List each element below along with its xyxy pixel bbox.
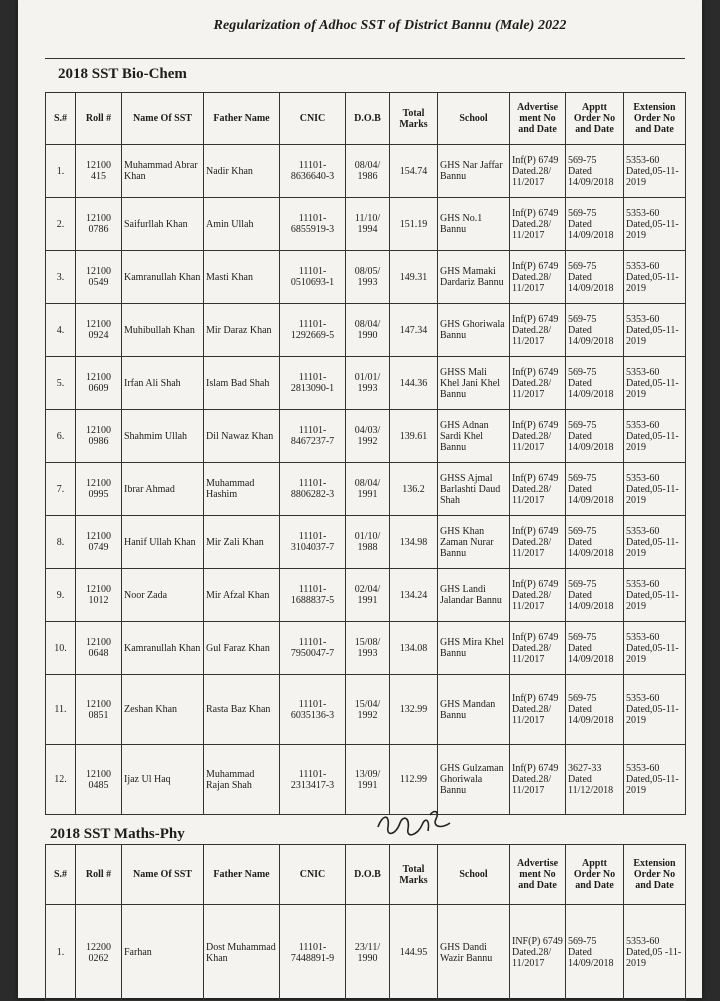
- cell-marks: 151.19: [390, 198, 438, 251]
- cell-father: Dil Nawaz Khan: [204, 410, 280, 463]
- cell-advertise: Inf(P) 6749 Dated.28/ 11/2017: [510, 463, 566, 516]
- cell-cnic: 11101-1292669-5: [280, 304, 346, 357]
- cell-marks: 134.98: [390, 516, 438, 569]
- cell-sno: 6.: [46, 410, 76, 463]
- cell-name: Ibrar Ahmad: [122, 463, 204, 516]
- cell-school: GHSS Mali Khel Jani Khel Bannu: [438, 357, 510, 410]
- cell-appt: 569-75 Dated 14/09/2018: [566, 357, 624, 410]
- table-row: [46, 145, 686, 198]
- cell-marks: 149.31: [390, 251, 438, 304]
- cell-roll: 12100 0786: [76, 198, 122, 251]
- cell-extension: 5353-60 Dated,05-11-2019: [624, 145, 686, 198]
- cell-name: Hanif Ullah Khan: [122, 516, 204, 569]
- cell-roll: 12100 0485: [76, 745, 122, 815]
- cell-school: GHS Nar Jaffar Bannu: [438, 145, 510, 198]
- cell-father: Masti Khan: [204, 251, 280, 304]
- cell-father: Rasta Baz Khan: [204, 675, 280, 745]
- table-header-row: [46, 93, 686, 145]
- cell-dob: 08/04/ 1991: [346, 463, 390, 516]
- cell-cnic: 11101-3104037-7: [280, 516, 346, 569]
- cell-advertise: Inf(P) 6749 Dated.28/ 11/2017: [510, 745, 566, 815]
- cell-name: Noor Zada: [122, 569, 204, 622]
- cell-dob: 01/01/ 1993: [346, 357, 390, 410]
- cell-cnic: 11101-8806282-3: [280, 463, 346, 516]
- cell-extension: 5353-60 Dated,05-11-2019: [624, 745, 686, 815]
- table-row: [46, 251, 686, 304]
- table-row: [46, 675, 686, 745]
- cell-school: GHS Mira Khel Bannu: [438, 622, 510, 675]
- cell-appt: 569-75 Dated 14/09/2018: [566, 905, 624, 1001]
- header-dob: D.O.B: [346, 93, 390, 145]
- table-row: [46, 569, 686, 622]
- header-extension: Extension Order No and Date: [624, 845, 686, 905]
- header-dob: D.O.B: [346, 845, 390, 905]
- cell-advertise: Inf(P) 6749 Dated.28/ 11/2017: [510, 198, 566, 251]
- section-title-maths-phy: 2018 SST Maths-Phy: [50, 826, 185, 842]
- header-school: School: [438, 93, 510, 145]
- header-father: Father Name: [204, 93, 280, 145]
- cell-advertise: Inf(P) 6749 Dated.28/ 11/2017: [510, 675, 566, 745]
- document-title: Regularization of Adhoc SST of District Bannu (Male) 2022: [213, 18, 567, 33]
- cell-roll: 12200 0262: [76, 905, 122, 1001]
- cell-extension: 5353-60 Dated,05-11-2019: [624, 251, 686, 304]
- cell-sno: 3.: [46, 251, 76, 304]
- cell-marks: 144.95: [390, 905, 438, 1001]
- cell-dob: 13/09/ 1991: [346, 745, 390, 815]
- cell-cnic: 11101-2813090-1: [280, 357, 346, 410]
- cell-roll: 12100 0749: [76, 516, 122, 569]
- cell-extension: 5353-60 Dated,05-11-2019: [624, 516, 686, 569]
- cell-marks: 136.2: [390, 463, 438, 516]
- cell-marks: 134.08: [390, 622, 438, 675]
- header-roll: Roll #: [76, 845, 122, 905]
- cell-roll: 12100 0549: [76, 251, 122, 304]
- cell-dob: 11/10/ 1994: [346, 198, 390, 251]
- cell-school: GHS Gulzaman Ghoriwala Bannu: [438, 745, 510, 815]
- cell-advertise: Inf(P) 6749 Dated.28/ 11/2017: [510, 304, 566, 357]
- cell-dob: 15/04/ 1992: [346, 675, 390, 745]
- cell-dob: 02/04/ 1991: [346, 569, 390, 622]
- cell-school: GHS Mamaki Dardariz Bannu: [438, 251, 510, 304]
- cell-roll: 12100 0986: [76, 410, 122, 463]
- cell-cnic: 11101-7448891-9: [280, 905, 346, 1001]
- header-advertise: Advertise ment No and Date: [510, 93, 566, 145]
- cell-father: Muhammad Rajan Shah: [204, 745, 280, 815]
- header-appt: Apptt Order No and Date: [566, 845, 624, 905]
- cell-sno: 8.: [46, 516, 76, 569]
- header-extension: Extension Order No and Date: [624, 93, 686, 145]
- cell-father: Mir Zali Khan: [204, 516, 280, 569]
- cell-cnic: 11101-8636640-3: [280, 145, 346, 198]
- cell-appt: 569-75 Dated 14/09/2018: [566, 145, 624, 198]
- cell-extension: 5353-60 Dated,05-11-2019: [624, 569, 686, 622]
- cell-appt: 569-75 Dated 14/09/2018: [566, 675, 624, 745]
- cell-extension: 5353-60 Dated,05 -11-2019: [624, 905, 686, 1001]
- header-sno: S.#: [46, 93, 76, 145]
- cell-sno: 9.: [46, 569, 76, 622]
- table-row: [46, 463, 686, 516]
- table-row: [46, 410, 686, 463]
- cell-dob: 04/03/ 1992: [346, 410, 390, 463]
- cell-cnic: 11101-6035136-3: [280, 675, 346, 745]
- table-row: [46, 745, 686, 815]
- cell-extension: 5353-60 Dated,05-11-2019: [624, 410, 686, 463]
- cell-advertise: Inf(P) 6749 Dated.28/ 11/2017: [510, 357, 566, 410]
- header-name: Name Of SST: [122, 93, 204, 145]
- cell-sno: 7.: [46, 463, 76, 516]
- cell-appt: 3627-33 Dated 11/12/2018: [566, 745, 624, 815]
- cell-marks: 139.61: [390, 410, 438, 463]
- cell-advertise: Inf(P) 6749 Dated.28/ 11/2017: [510, 410, 566, 463]
- cell-school: GHS Khan Zaman Nurar Bannu: [438, 516, 510, 569]
- table-row: [46, 622, 686, 675]
- cell-dob: 15/08/ 1993: [346, 622, 390, 675]
- header-marks: Total Marks: [390, 93, 438, 145]
- header-advertise: Advertise ment No and Date: [510, 845, 566, 905]
- cell-cnic: 11101-1688837-5: [280, 569, 346, 622]
- cell-appt: 569-75 Dated 14/09/2018: [566, 569, 624, 622]
- cell-sno: 10.: [46, 622, 76, 675]
- cell-sno: 1.: [46, 145, 76, 198]
- cell-father: Nadir Khan: [204, 145, 280, 198]
- cell-appt: 569-75 Dated 14/09/2018: [566, 251, 624, 304]
- cell-roll: 12100 415: [76, 145, 122, 198]
- cell-marks: 132.99: [390, 675, 438, 745]
- cell-name: Farhan: [122, 905, 204, 1001]
- cell-name: Ijaz Ul Haq: [122, 745, 204, 815]
- cell-sno: 1.: [46, 905, 76, 1001]
- cell-marks: 112.99: [390, 745, 438, 815]
- cell-sno: 11.: [46, 675, 76, 745]
- cell-cnic: 11101-7950047-7: [280, 622, 346, 675]
- cell-appt: 569-75 Dated 14/09/2018: [566, 410, 624, 463]
- cell-father: Gul Faraz Khan: [204, 622, 280, 675]
- header-father: Father Name: [204, 845, 280, 905]
- header-roll: Roll #: [76, 93, 122, 145]
- cell-roll: 12100 1012: [76, 569, 122, 622]
- cell-father: Amin Ullah: [204, 198, 280, 251]
- cell-marks: 154.74: [390, 145, 438, 198]
- cell-appt: 569-75 Dated 14/09/2018: [566, 304, 624, 357]
- cell-extension: 5353-60 Dated,05-11-2019: [624, 675, 686, 745]
- cell-school: GHS Ghoriwala Bannu: [438, 304, 510, 357]
- cell-extension: 5353-60 Dated,05-11-2019: [624, 357, 686, 410]
- title-divider: [45, 58, 685, 59]
- table-row: [46, 304, 686, 357]
- cell-advertise: Inf(P) 6749 Dated.28/ 11/2017: [510, 145, 566, 198]
- cell-advertise: Inf(P) 6749 Dated.28/ 11/2017: [510, 569, 566, 622]
- header-cnic: CNIC: [280, 845, 346, 905]
- cell-school: GHS Dandi Wazir Bannu: [438, 905, 510, 1001]
- cell-name: Muhibullah Khan: [122, 304, 204, 357]
- header-sno: S.#: [46, 845, 76, 905]
- cell-name: Zeshan Khan: [122, 675, 204, 745]
- cell-appt: 569-75 Dated 14/09/2018: [566, 516, 624, 569]
- cell-father: Dost Muhammad Khan: [204, 905, 280, 1001]
- cell-advertise: Inf(P) 6749 Dated.28/ 11/2017: [510, 516, 566, 569]
- cell-extension: 5353-60 Dated,05-11-2019: [624, 304, 686, 357]
- cell-father: Mir Afzal Khan: [204, 569, 280, 622]
- cell-name: Saifurllah Khan: [122, 198, 204, 251]
- header-marks: Total Marks: [390, 845, 438, 905]
- cell-roll: 12100 0924: [76, 304, 122, 357]
- cell-name: Muhammad Abrar Khan: [122, 145, 204, 198]
- cell-cnic: 11101-2313417-3: [280, 745, 346, 815]
- cell-roll: 12100 0648: [76, 622, 122, 675]
- cell-extension: 5353-60 Dated,05-11-2019: [624, 622, 686, 675]
- cell-cnic: 11101-0510693-1: [280, 251, 346, 304]
- cell-school: GHS No.1 Bannu: [438, 198, 510, 251]
- section-title-bio-chem: 2018 SST Bio-Chem: [58, 66, 187, 82]
- header-school: School: [438, 845, 510, 905]
- cell-school: GHSS Ajmal Barlashti Daud Shah: [438, 463, 510, 516]
- cell-father: Islam Bad Shah: [204, 357, 280, 410]
- cell-sno: 12.: [46, 745, 76, 815]
- cell-appt: 569-75 Dated 14/09/2018: [566, 198, 624, 251]
- cell-school: GHS Landi Jalandar Bannu: [438, 569, 510, 622]
- cell-roll: 12100 0609: [76, 357, 122, 410]
- cell-advertise: Inf(P) 6749 Dated.28/ 11/2017: [510, 622, 566, 675]
- cell-name: Irfan Ali Shah: [122, 357, 204, 410]
- table-row: [46, 357, 686, 410]
- cell-appt: 569-75 Dated 14/09/2018: [566, 622, 624, 675]
- cell-dob: 08/04/ 1986: [346, 145, 390, 198]
- table-row: [46, 516, 686, 569]
- cell-extension: 5353-60 Dated,05-11-2019: [624, 198, 686, 251]
- cell-name: Kamranullah Khan: [122, 622, 204, 675]
- header-appt: Apptt Order No and Date: [566, 93, 624, 145]
- cell-sno: 5.: [46, 357, 76, 410]
- maths-phy-table: [45, 844, 686, 1001]
- cell-father: Muhammad Hashim: [204, 463, 280, 516]
- cell-dob: 08/04/ 1990: [346, 304, 390, 357]
- cell-advertise: INF(P) 6749 Dated.28/ 11/2017: [510, 905, 566, 1001]
- bio-chem-table: [45, 92, 686, 815]
- cell-marks: 134.24: [390, 569, 438, 622]
- cell-dob: 23/11/ 1990: [346, 905, 390, 1001]
- header-cnic: CNIC: [280, 93, 346, 145]
- cell-father: Mir Daraz Khan: [204, 304, 280, 357]
- cell-school: GHS Mandan Bannu: [438, 675, 510, 745]
- cell-extension: 5353-60 Dated,05-11-2019: [624, 463, 686, 516]
- table-header-row: [46, 845, 686, 905]
- cell-name: Kamranullah Khan: [122, 251, 204, 304]
- cell-cnic: 11101-8467237-7: [280, 410, 346, 463]
- table-row: [46, 905, 686, 1001]
- cell-dob: 08/05/ 1993: [346, 251, 390, 304]
- cell-sno: 4.: [46, 304, 76, 357]
- cell-school: GHS Adnan Sardi Khel Bannu: [438, 410, 510, 463]
- cell-marks: 144.36: [390, 357, 438, 410]
- cell-marks: 147.34: [390, 304, 438, 357]
- cell-advertise: Inf(P) 6749 Dated.28/ 11/2017: [510, 251, 566, 304]
- cell-roll: 12100 0995: [76, 463, 122, 516]
- cell-sno: 2.: [46, 198, 76, 251]
- cell-dob: 01/10/ 1988: [346, 516, 390, 569]
- cell-cnic: 11101-6855919-3: [280, 198, 346, 251]
- cell-roll: 12100 0851: [76, 675, 122, 745]
- handwritten-signature: [370, 805, 460, 845]
- header-name: Name Of SST: [122, 845, 204, 905]
- cell-appt: 569-75 Dated 14/09/2018: [566, 463, 624, 516]
- table-row: [46, 198, 686, 251]
- cell-name: Shahmim Ullah: [122, 410, 204, 463]
